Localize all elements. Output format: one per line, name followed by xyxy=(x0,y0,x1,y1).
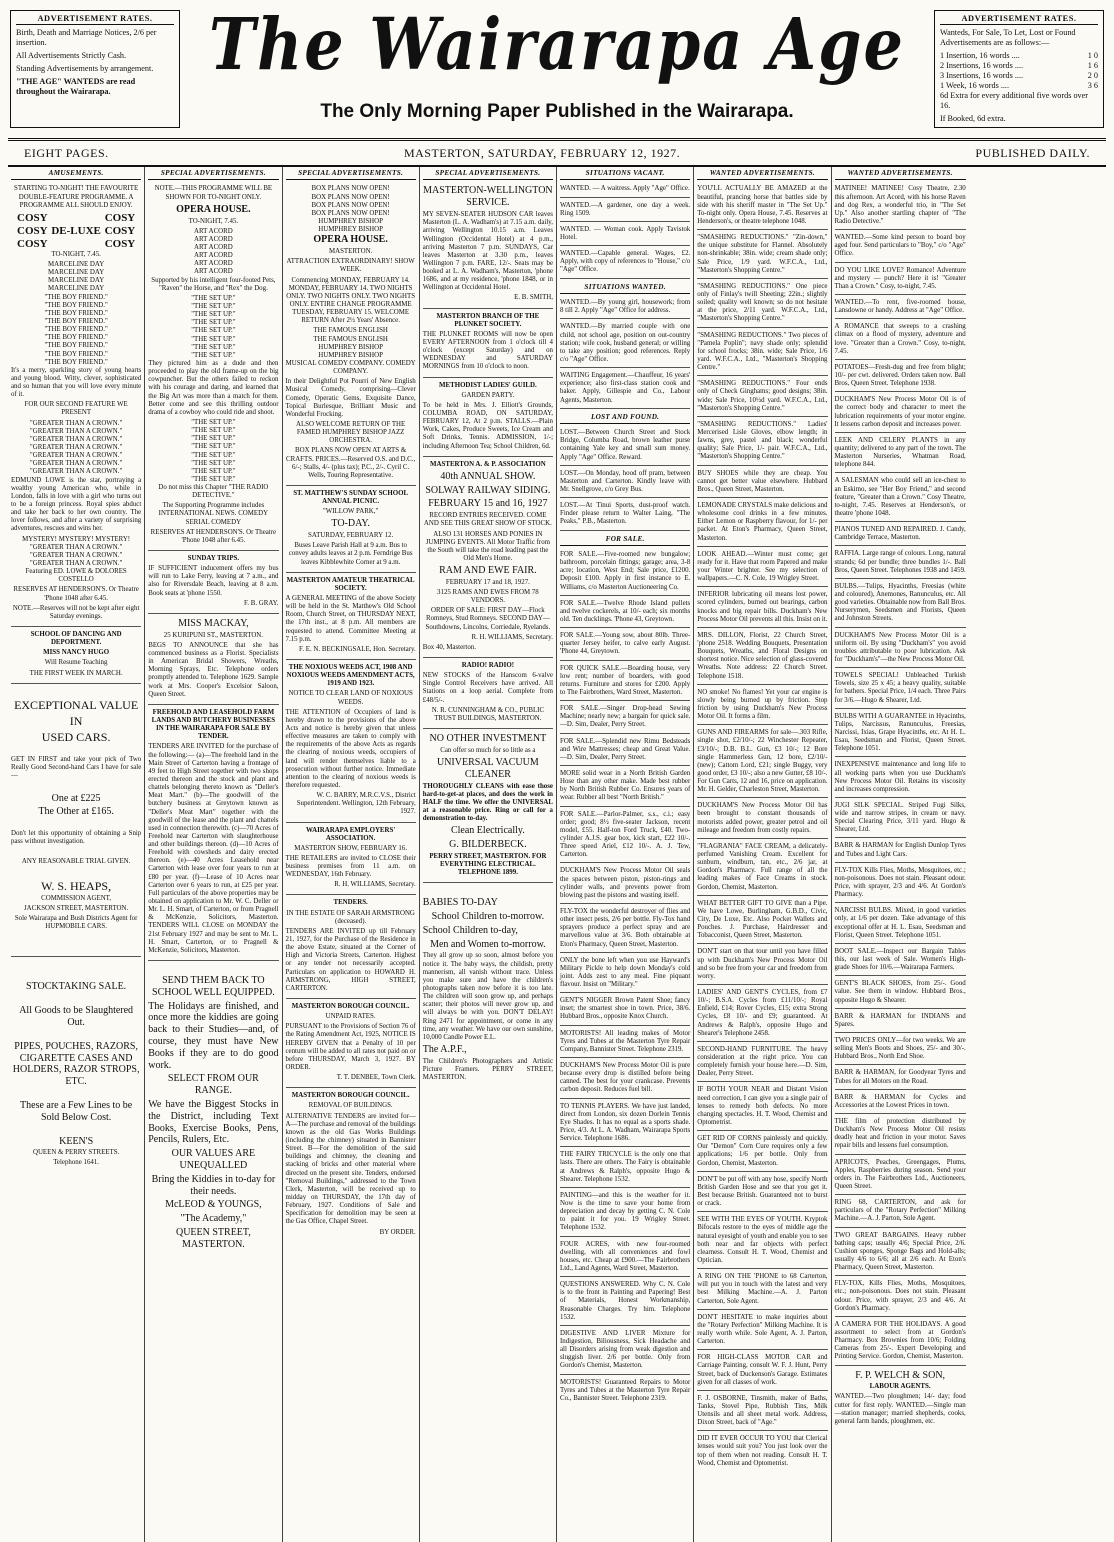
column-wanted-ads-2 xyxy=(832,167,969,1542)
classified-ad: BARR & HARMAN for English Dunlop Tyres and Tubes and Light Cars. xyxy=(835,840,966,862)
classified-ad: FOR SALE.—Five-roomed new bungalow; bathroom, porcelain fittings; garage; area, 3-8 acre; location, West End; Sale price, £1200. Deposit £100. Apply in first instance to E. Williams, c/o Masterton Auctioneering Co. xyxy=(560,549,690,596)
ad-text: JACKSON STREET, MASTERTON. xyxy=(24,904,129,912)
classified-ad: WANTED. — A waitress. Apply "Age" Office. xyxy=(560,183,690,197)
ad-plunket-society xyxy=(423,311,553,378)
ad-text: F. E. N. BECKINGSALE, Hon. Secretary. xyxy=(299,645,416,653)
ad-text: SOLWAY RAILWAY SIDING. xyxy=(425,484,551,496)
ad-text: N. R. CUNNINGHAM & CO., PUBLIC TRUST BUILDINGS, MASTERTON. xyxy=(431,706,545,722)
ad-text: Don't let this opportunity of obtaining a Snip pass without investigation. xyxy=(11,830,142,846)
classified-ad: DON'T be put off with any hose, specify North British Garden Hose and see that you get it. Best because British. Guaranteed not to burst or crack. xyxy=(697,1174,827,1213)
ad-garden-party xyxy=(423,380,553,457)
ad-heading: THE NOXIOUS WEEDS ACT, 1908 AND NOXIOUS WEEDS AMENDMENT ACTS, 1919 AND 1923. xyxy=(286,663,415,688)
ad-text: ALSO WELCOME RETURN OF THE FAMED HUMPHREY BISHOP JAZZ ORCHESTRA. xyxy=(296,420,406,445)
classified-ad: YOU'LL ACTUALLY BE AMAZED at the beautiful, prancing horse that battles side by side with his sheriff master in "The Set Up." To-night only. Opera House, 7.45. Reserves at Henderson's, or theatre telephone 1048. xyxy=(697,183,827,230)
rate-row: 2 Insertions, 16 words .... 1 6 xyxy=(940,61,1098,71)
classified-ad: NO smoke! No flames! Yet your car engine is slowly being burned up by friction. Stop friction by using Duckham's New Process Motor Oil. It forms a film. xyxy=(697,687,827,726)
classified-ad: ONLY the bone left when you use Hayward's Military Pickle to help down Monday's cold joint. Adds zest to any meal. Fine piquant flavour. Insist on "Military." xyxy=(560,955,690,994)
ad-text: PERRY STREET, MASTERTON. FOR EVERYTHING ELECTRICAL. TELEPHONE 1899. xyxy=(429,852,547,877)
classified-ad: TOWELS SPECIAL! Unbleached Turkish Towels, size 25 x 45; a heavy quality, suitable for bathers. Special Price, 1/4 each. Three Pairs for 3/6.—Hugo & Shearer, Ltd. xyxy=(835,670,966,709)
column-heading: WANTED ADVERTISEMENTS. xyxy=(697,167,827,180)
ad-heading: OPERA HOUSE. xyxy=(176,203,251,215)
ad-text: Commencing MONDAY, FEBRUARY 14. MONDAY, FEBRUARY 14. TWO NIGHTS ONLY. TWO NIGHTS ONLY. TWO NIGHTS ONLY. ENTIRE CHANGE PROGRAMME TUESDAY, FEBRUARY 15. WELCOME RETURN After 2½ Years' Absence. xyxy=(286,276,416,325)
classified-ad: BARR & HARMAN, for Goodyear Tyres and Tubes for all Motors on the Road. xyxy=(835,1067,966,1089)
ad-text: TENDERS ARE INVITED up till February 21, 1927, for the Purchase of the Residence in the above Estate, situated at the Corner of High and Victoria Streets, Carterton. Highest or any tender not necessarily accepted. Particulars on application to HOWARD H. ARMSTRONG, HIGH STREET, CARTERTON. xyxy=(285,927,416,992)
classified-ad: A CAMERA FOR THE HOLIDAYS. A good assortment to select from at Gordon's Pharmacy. Box Brownies from 10/6; Folding Cameras from 25/-. Expert Developing and Printing Service. Gordon, Chemist, Masterton. xyxy=(835,1319,966,1366)
classified-ad: A SALESMAN who could sell an ice-chest to an Eskimo, see "Her Boy Friend," and second feature, "Greater than a Crown." Cosy Theatre, to-night, 7.45. Reserves at Henderson's, or theatre 'phone 1048. xyxy=(835,475,966,522)
classified-ad: BULBS WITH A GUARANTEE in Hyacinths, Tulips, Narcissus, Ranunculus, Freesias, Narcissi, Ixias, Grape Hyacinths, etc. At H. L. Esau, Seedsman and Florist, Queen Street. Telephone 1051. xyxy=(835,711,966,758)
repeated-lines: MARCELINE DAY MARCELINE DAY MARCELINE DAY MARCELINE DAY "THE BOY FRIEND." "THE BOY FRIEND." "THE BOY FRIEND." "THE BOY FRIEND." "THE BOY FRIEND." "THE BOY FRIEND." "THE BOY FRIEND." "THE BOY FRIEND." "THE BOY FRIEND." xyxy=(44,260,108,366)
ad-heading: 40th ANNUAL SHOW. xyxy=(440,470,536,482)
classified-ad: WANTED. — Woman cook. Apply Tavistok Hotel. xyxy=(560,224,690,246)
classified-ad: LADIES' AND GENT'S CYCLES, from £7 10/-; B.S.A. Cycles from £11/10/-; Royal Enfield, £14; Rover Cycles, £15; extra Strong Cycles, £8 10/- and £9; guaranteed. At Andrews & Ralph's, opposite Hugo and Shearer's Telephone 2458. xyxy=(697,987,827,1042)
classified-ad: DUCKHAM'S New Process Motor Oil has been brought to constant thousands of motorists added power, greater petrol and oil mileage and freedom from costly repairs. xyxy=(697,800,827,839)
rates-line: Birth, Death and Marriage Notices, 2/6 per insertion. xyxy=(16,28,157,48)
ad-heading: MASTERTON A. & P. ASSOCIATION xyxy=(430,460,546,468)
ad-heading: METHODIST LADIES' GUILD. xyxy=(439,381,537,389)
ad-heading: SUNDAY TRIPS. xyxy=(187,555,240,563)
classified-ad: FOR SALE.—Singer Drop-head Sewing Machine; nearly new; a bargain for quick sale.—D. Sim, Dealer, Perry Street. xyxy=(560,703,690,733)
classified-ad: GUNS AND FIREARMS for sale—.303 Rifle, single shot, £2/10/-; 22 Winchester Repeater, £3/10/-; D.B. B.L. Gun, £3 10/-; 12 Bore single Hammerless Gun, 12 bore, £2/10/- (new); Cattom Lord, £21; single Buggy, very good order, £3 10/-; also a new Gutter, £8 10/-. For Gun Carts, 12 and 16, price on application. Mr. H. Gelder, Charleston Street, Masterton. xyxy=(697,727,827,798)
ad-vacuum-cleaner xyxy=(423,731,553,883)
ad-text: BOX PLANS NOW OPEN AT ARTS & CRAFTS. PRICES.—Reserved O.S. and D.C., 6/-; Stalls, 4/- (plus tax); P.C., 2/-. Cyril C. Wells, Touring Representative. xyxy=(286,447,416,479)
ad-heading: USED CARS. xyxy=(41,730,111,745)
ad-text: E. B. SMITH, xyxy=(514,294,553,302)
ad-text: IF SUFFICIENT inducement offers my bus will run to Lake Ferry, leaving at 7 a.m., and also for Riversdale Beach, leaving at 8 a.m. Book seats at 'phone 1550. xyxy=(148,565,279,597)
ad-heading: F. P. WELCH & SON, xyxy=(855,1369,946,1381)
classified-ad: DUCKHAM'S New Process Motor Oil is of the correct body and character to meet the lubrication requirements of your motor engine. It lessens carbon deposit and increases power. xyxy=(835,394,966,433)
ad-text: Do not miss this Chapter "THE RADIO DETECTIVE." xyxy=(158,484,269,500)
ad-text: MASTERTON SHOW, FEBRUARY 16. xyxy=(294,844,408,852)
classified-ad: DUCKHAM'S New Process Motor Oil seals the spaces between piston, piston-rings and cylinder walls, and prevents power from blowing past the pistons and wasting itself. xyxy=(560,865,690,904)
ad-heading: WAIRARAPA EMPLOYERS' ASSOCIATION. xyxy=(305,826,396,842)
ad-employers-association xyxy=(286,825,416,896)
classified-ad: APRICOTS, Peaches, Greengages, Plums, Apples, Raspberries during season. Send your orders in. The Fairbrothers Ltd., Auctioneers, Queen Street. xyxy=(835,1157,966,1196)
ad-text: We have the Biggest Stocks in the District, including Text Books, Exercise Books, Pens, Pencils, Rulers, Etc. xyxy=(148,1099,279,1146)
cosy-logo: COSY DE-LUXE COSY xyxy=(17,224,136,237)
columns xyxy=(8,167,1106,1542)
ad-school-books xyxy=(148,963,278,1256)
ad-text: RESERVES AT HENDERSON'S. Or Theatre 'Phone 1048 after 6.45. xyxy=(150,528,277,544)
rates-box-right xyxy=(934,10,1104,128)
rates-line: "THE AGE" WANTEDS are read throughout the Wairarapa. xyxy=(16,77,136,97)
ad-heading: SCHOOL OF DANCING AND DEPORTMENT. xyxy=(30,631,122,647)
page-count: EIGHT PAGES. xyxy=(24,146,109,160)
ad-heading: OUR VALUES ARE UNEQUALLED xyxy=(171,1148,256,1171)
ad-heading: KEEN'S xyxy=(59,1135,94,1147)
ad-noxious-weeds xyxy=(286,662,416,823)
ad-text: FEBRUARY 17 and 18, 1927. xyxy=(445,578,530,586)
cosy-logo: COSY COSY xyxy=(17,237,136,250)
classified-ad: MOTORISTS! All leading makes of Motor Tyres and Tubes at the Masterton Tyre Repair Company, Bannister Street. Telephone 2319. xyxy=(560,1028,690,1058)
ad-text: Buses Leave Parish Hall at 9 a.m. Bus to convey adults leaves at 2 p.m. Ferndrige Bus leaves Kibblewhite Corner at 9 a.m. xyxy=(288,542,413,566)
rates-extra: 6d Extra for every additional five words over 16. xyxy=(940,91,1089,111)
ad-humphrey-bishop xyxy=(286,183,416,485)
ad-unpaid-rates xyxy=(286,1001,416,1088)
ad-text: RECORD ENTRIES RECEIVED. COME AND SEE THIS GREAT SHOW OF STOCK. xyxy=(423,512,552,528)
ad-heading: MASTERTON BOROUGH COUNCIL. xyxy=(291,1092,410,1100)
ad-text: These are a Few Lines to be Sold Below Cost. xyxy=(20,1099,133,1123)
ad-text: PIPES, POUCHES, RAZORS, CIGARETTE CASES AND HOLDERS, RAZOR STROPS, ETC. xyxy=(12,1040,140,1088)
ad-text: THOROUGHLY CLEANS with ease those hard-to-get-at places, and does the work in HALF the time. We offer the UNIVERSAL at a reasonable price. Ring or call for a demonstration to-day. xyxy=(422,782,553,823)
classified-ad: BARR & HARMAN for INDIANS and Spares. xyxy=(835,1011,966,1033)
classified-ad: SECOND-HAND FURNITURE. The heavy consideration at the right price. You can completely furnish your house here.—D. Sim, Dealer, Perry Street. xyxy=(697,1044,827,1083)
ad-text: To be held in Mrs. J. Elliott's Grounds, COLUMBA ROAD, ON SATURDAY, FEBRUARY 12, At 2 p.m. STALLS.—Plain Work, Cakes, Produce Sweets, Ice Cream and Soft Drinks, Tennis. ADMISSION, 1/-; including Afternoon Tea; School Children, 6d. xyxy=(422,401,553,450)
ad-text: EDMUND LOWE is the star, portraying a wealthy young American who, while in London, falls in love with a girl who turns out to be a foreign princess. Royal spies abduct and take her back to her own country. The lover follows, and after a variety of surprising adventures, rescues and wins her. xyxy=(11,476,142,533)
ad-text: IN THE ESTATE OF SARAH ARMSTRONG (deceased). xyxy=(286,909,415,925)
ad-ap-show xyxy=(423,459,553,658)
ad-text: In their Delightful Pot Pourri of New English Musical Comedy, comprising—Clever Comedy, Operatic Gems, Exquisite Dance, Topical Burlesque, Brilliant Music and Wonderful Frocking. xyxy=(285,378,416,418)
dateline xyxy=(8,141,1106,167)
ad-text: They pictured him as a dude and then proceeded to play the old frame-up on the big cowpuncher. But the others failed to reckon with his courage and daring, and learned that the Big Art was more than a match for them. Better come and see this thrilling outdoor drama of a cowboy who could ride and shoot. xyxy=(148,359,279,416)
ad-florist xyxy=(148,616,278,705)
column-amusements xyxy=(8,167,145,1542)
ad-text: TO-DAY. xyxy=(331,518,370,530)
classified-ad: MRS. DILLON, Florist, 22 Church Street, 'phone 2518. Wedding Bouquets, Presentation Bouquets, Wreaths, and Floral Designs on shortest notice. Nice selection of glass-covered Wreaths. Note address: 22 Church Street. Telephone 1518. xyxy=(697,630,827,685)
classified-ad: A ROMANCE that sweeps to a crashing climax on a flood of mystery, adventure and love. "Greater than a Crown." Cosy, to-night, 7.45. xyxy=(835,321,966,360)
classified-ad: GENT'S NIGGER Brown Patent Shoe; fancy inset; the smartest shoe in town. Price, 38/6. Hubbard Bros., opposite Knox Church. xyxy=(560,995,690,1025)
classified-ad: "SMASHING REDUCTIONS." "Zin-down," the unique substitute for Flannel. Absolutely non-shrinkable; 38in. wide; cream shade only; Sale Price, 1/9 yard. W.F.C.A., Ltd., "Masterton's Shopping Centre." xyxy=(697,232,827,279)
column-special-ads-1 xyxy=(145,167,282,1542)
ad-tenders-estate xyxy=(286,897,416,999)
classified-ad: BARR & HARMAN for Cycles and Accessories at the Lowest Prices in town. xyxy=(835,1092,966,1114)
classified-ad: LEMONADE CRYSTALS make delicious and wholesome cool drinks in a few minutes. Either Lemon or Raspberry flavour, for 1/- per packet. At Eton's Pharmacy, Queen Street, Masterton. xyxy=(697,500,827,547)
ad-text: ALSO 131 HORSES AND PONIES IN JUMPING EVENTS. All Motor Traffic from the South will take the road leading past the Old Men's Home. xyxy=(425,530,551,562)
classified-ad: BOOT SALE.—Inspect our Bargain Tables this, our last week of Sale. Women's High-grade Shoes for 10/6.—Wairarapa Farmers. xyxy=(835,946,966,976)
classified-ad: BULBS.—Tulips, Hyacinths, Freesias (white and coloured), Anemones, Ranunculus, etc. All good varieties. Obtainable now from Ball Bros. Nurserymen, Seedsmen and Florists, Queen and Johnston Streets. xyxy=(835,581,966,628)
classified-ad: POTATOES—Fresh-dug and free from blight; 10/- per cwt. delivered. Orders taken now. Ball Bros, Queen Street. Telephone 1938. xyxy=(835,362,966,392)
ad-text: MISS NANCY HUGO xyxy=(43,649,110,657)
classified-ad: LOST.—At Tinui Sports, dust-proof watch. Finder please return to Walter Laing, "The Peaks," P.B., Masterton. xyxy=(560,500,690,530)
rate-row: 1 Week, 16 words .... 3 6 xyxy=(940,81,1098,91)
rates-box-left xyxy=(10,10,180,128)
classified-ad: WANTED.—By married couple with one child, not school age, position on out-country station; wife cook, husband general; or willing to take any position; good references. Reply c/o "Age" Office. xyxy=(560,321,690,368)
ad-text: THE ATTENTION of Occupiers of land is hereby drawn to the provisions of the above Acts and notice is hereby given that unless effective measures are taken to comply with the requirements of the above Acts as regards the clearing of noxious weeds, occupiers of land will render themselves liable to a prosecution without further notice. Immediate attention to the clearing of noxious weeds is therefore requested. xyxy=(285,708,416,789)
classified-ad: WANTED.—To rent, five-roomed house, Lansdowne or handy. Address at "Age" Office. xyxy=(835,297,966,319)
ad-heading: SELECT FROM OUR RANGE. xyxy=(167,1073,259,1097)
classified-ad: FOR SALE.—Twelve Rhode Island pullets and twelve cockerels, at 10/- each; six months old. Ten ducklings. 'Phone 43, Greytown. xyxy=(560,598,690,628)
classified-ad: TWO PRICES ONLY—for two weeks. We are selling Men's Boots and Shoes, 25/- and 30/-. Hubbard Bros., North End Shoe. xyxy=(835,1035,966,1065)
classified-ad: IF BOTH YOUR NEAR and Distant Vision need correction, I can give you a single pair of lenses to remedy both defects. No more changing spectacles. H. T. Wood, Chemist and Optometrist. xyxy=(697,1084,827,1131)
ad-text: "The Academy," xyxy=(180,1213,247,1225)
ad-heading: ST. MATTHEW'S SUNDAY SCHOOL ANNUAL PICNIC. xyxy=(293,489,409,506)
ad-heading: RAM AND EWE FAIR. xyxy=(439,565,537,577)
ad-text: Sole Wairarapa and Bush Districts Agent for HUPMOBILE CARS. xyxy=(14,915,138,931)
classified-ad: DIGESTIVE AND LIVER Mixture for Indigestion, Biliousness, Sick Headache and all Disorders arising from weak digestion and sluggish liver. 2/6 per bottle. Only from Gordon's Chemist, Masterton. xyxy=(560,1328,690,1375)
ad-text: They all grow up so soon, almost before you notice it. The baby ways, the childish, pretty mannerism, all vanish without trace. Unless you make sure and have the children's photographs taken now before it is too late. The children will soon grow up, and perhaps scatter; their photos will never grow up, and will always be with you. DON'T DELAY! Ring 2471 for appointment, or come in any time, any weather. We have our own sunshine, 10,000 Candle Power E.L. xyxy=(422,952,553,1041)
classified-ad: A RING ON THE 'PHONE to 68 Carterton, will put you in touch with the latest and very best Milking Machine.—A. J. Parton Carterton, Sole Agent. xyxy=(697,1271,827,1310)
section-heading: FOR SALE. xyxy=(560,533,690,546)
classified-ad: FOR HIGH-CLASS MOTOR CAR and Carriage Painting, consult W. F. J. Hunt, Perry Street, back of Duckenson's Garage. Estimates given for all classes of work. xyxy=(697,1352,827,1391)
ad-heading: MASTERTON AMATEUR THEATRICAL SOCIETY. xyxy=(286,576,415,592)
classified-ad: DON'T HESITATE to make inquiries about the "Rotary Perfection" Milking Machine. It is really worth while. Sole Agent, A. J. Parton, Carterton. xyxy=(697,1312,827,1351)
repeated-lines: "GREATER THAN A CROWN." "GREATER THAN A CROWN." "GREATER THAN A CROWN." "GREATER THAN A CROWN." "GREATER THAN A CROWN." "GREATER THAN A CROWN." "GREATER THAN A CROWN." xyxy=(29,419,123,476)
ad-text: The Other at £165. xyxy=(38,806,114,818)
column-heading: SPECIAL ADVERTISEMENTS. xyxy=(423,167,553,180)
classified-ad: THE FAIRY TRICYCLE is the only one that lasts. There are others. The Fairy is obtainable at Andrews & Ralph's, opposite Hugo & Shearer. Telephone 1532. xyxy=(560,1149,690,1188)
column-wanted-ads-1 xyxy=(694,167,831,1542)
ad-text: 25 KURIPUNI ST., MASTERTON. xyxy=(163,631,263,639)
classified-ad: "SMASHING REDUCTIONS." Ladies' Mercerised Lisle Gloves, elbow length; in fawns, grey, pastel and black; wonderful quality; Sale Price, 1/- pair. W.F.C.A., Ltd., "Masterton's Shopping Centre." xyxy=(697,419,827,466)
ad-text: TO-NIGHT, 7.45. xyxy=(188,217,239,225)
column-heading: AMUSEMENTS. xyxy=(11,167,141,180)
ad-text: W. C. BARRY, M.R.C.V.S., District Superintendent. Wellington, 12th February, 1927. xyxy=(296,792,416,816)
ad-heading: OPERA HOUSE. xyxy=(313,234,388,246)
ad-heading: MISS MACKAY, xyxy=(178,617,249,629)
classified-ad: JUGI SILK SPECIAL. Striped Fugi Silks, wide and narrow stripes, in cream or navy. Special Clearing Price, 3/11 yard. Hugo & Shearer, Ltd. xyxy=(835,800,966,839)
ad-text: Box 40, Masterton. xyxy=(422,643,476,651)
section-heading: SITUATIONS WANTED. xyxy=(560,281,690,294)
rates-line: Standing Advertisements by arrangement. xyxy=(16,64,154,74)
repeated-lines: "THE SET UP." "THE SET UP." "THE SET UP." "THE SET UP." "THE SET UP." "THE SET UP." "THE SET UP." "THE SET UP." xyxy=(191,418,236,483)
classified-ad: RING 68, CARTERTON, and ask for particulars of the "Rotary Perfection" Milking Machine.—A. J. Parton, Sole Agent. xyxy=(835,1197,966,1227)
classified-ad: FLY-TOX the wonderful destroyer of flies and other insect pests, 2/6 per bottle. Fly-Tox hand sprayers produce a perfect spray and are marvellous value at 3/6. Both obtainable at Eton's Pharmacy, Queen Street, Masterton. xyxy=(560,906,690,953)
ad-text: One at £225 xyxy=(51,792,101,804)
ad-text: THE RETAILERS are invited to CLOSE their business premises from 11 a.m. on WEDNESDAY, 16th February. xyxy=(285,854,416,879)
ad-stocktaking xyxy=(11,959,141,1172)
classified-ad: WANTED.—Some kind person to board boy aged four. Send particulars to "Boy," c/o "Age" Office. xyxy=(835,232,966,262)
column-heading: SITUATIONS VACANT. xyxy=(560,167,690,180)
ad-text: ALTERNATIVE TENDERS are invited for— A—The purchase and removal of the buildings known as the old Gas Works Buildings (including the chimney) situated in Bannister Street. B—For the demolition of the said buildings and chimney, the cleaning and stacking of bricks and other material where directed on the present site. Tenders, endorsed "Removal Buildings," addressed to the Town Clerk, Masterton, will be received up to midday on THURSDAY, the 17th day of February, 1927. Conditions of Sale and Specification for demolition may be seen at the Gas Office, Chapel Street. xyxy=(285,1112,416,1226)
column-situations xyxy=(557,167,694,1542)
ad-text: NEW STOCKS of the Hanscom 6-valve Single Control Receivers have arrived. All Stations on a loop aerial. Complete from £48/5/-. xyxy=(422,672,553,704)
ad-text: School Children to-morrow. xyxy=(431,911,545,923)
classified-ad: RAFFIA. Large range of colours. Long, natural strands; 6d per bundle; three bundles 1/-. Ball Bros, Queen Street. Telephones 1938 and 1459. xyxy=(835,548,966,578)
ad-cosy-theatre xyxy=(11,183,141,627)
classified-ad: THE film of protection distributed by Duckham's New Process Motor Oil resists deadly heat and friction in your motor. Saves repair bills and lessens fuel consumption. xyxy=(835,1116,966,1155)
ad-used-cars xyxy=(11,686,141,958)
ad-text: COMMISSION AGENT, xyxy=(41,894,112,902)
classified-ad: DUCKHAM'S New Process Motor Oil is a uniform oil. By using "Duckham's" you avoid troubles attributable to poor lubrication. Ask for "Duckham's"—the New Process Motor Oil. xyxy=(835,630,966,669)
classified-ad: PIANOS TUNED AND REPAIRED. J. Candy, Cambridge Terrace, Masterton. xyxy=(835,524,966,546)
ad-text: FOR OUR SECOND FEATURE WE PRESENT xyxy=(24,401,128,417)
newspaper-subtitle: The Only Morning Paper Published in the Wairarapa. xyxy=(320,101,794,122)
ad-heading: MASTERTON BOROUGH COUNCIL. xyxy=(291,1003,410,1011)
column-heading: SPECIAL ADVERTISEMENTS. xyxy=(286,167,416,180)
classified-ad: BUY SHOES while they are cheap. You cannot get better value elsewhere. Hubbard Bros., Queen Street, Masterton. xyxy=(697,468,827,498)
ad-text: UNPAID RATES. xyxy=(325,1013,376,1021)
ad-text: ATTRACTION EXTRAORDINARY! SHOW WEEK. xyxy=(286,258,415,274)
classified-ad: F. J. OSBORNE, Tinsmith, maker of Baths, Tanks, Stovel Pipe, Rubbish Tins, Milk Utensils and all sheet metal work. Address, Dixon Street, back of "Age." xyxy=(697,1393,827,1432)
ad-text: GET IN FIRST and take your pick of Two Really Good Second-hand Cars I have for sale— xyxy=(11,756,142,780)
ad-text: The Supporting Programme includes INTERNATIONAL NEWS. COMEDY SERIAL COMEDY xyxy=(158,502,269,526)
classified-ad: WAITING Engagement.—Chauffeur, 16 years' experience; also first-class station cook and baker. Apply, Gillespie and Co., Labour Agents, Masterton. xyxy=(560,370,690,409)
ad-heading: STOCKTAKING SALE. xyxy=(26,981,127,993)
repeated-lines: MYSTERY! MYSTERY! MYSTERY! "GREATER THAN A CROWN." "GREATER THAN A CROWN." "GREATER THAN A CROWN." xyxy=(22,535,131,568)
classified-ad: WANTED.—Capable general. Wages, £2. Apply, with copy of references to "House," c/o "Age" Office. xyxy=(560,248,690,278)
classified-ad: FOUR ACRES, with new four-roomed dwelling, with all conveniences and fowl houses, etc. Cheap at £900.—The Fairbrothers Ltd., Land Agents, Ward Street, Masterton. xyxy=(560,1239,690,1278)
ad-text: R. H. WILLIAMS, Secretary. xyxy=(334,881,416,889)
ad-text: STARTING TO-NIGHT! THE FAVOURITE DOUBLE-FEATURE PROGRAMME. A PROGRAMME ALL SHOULD ENJOY. xyxy=(14,185,139,209)
classified-ad: FOR SALE.—Parlor-Palmer, s.s., c.i.; easy order; good; 8½ five-seater Jackson, recent model, £55. Half-ton Ford Truck, £40. Two-cylinder A.J.S. gear box, kick start, £22 10/-. Three speed Ariel, £12 10/-. A. J. Tew, Carterton. xyxy=(560,809,690,864)
rates-table xyxy=(940,51,1098,91)
classified-ad: "FLAGRANIA" FACE CREAM, a delicately-perfumed Vanishing Cream. Excellent for sunburn, windburn, tan, etc., 2/6 jar, at Gordon's Pharmacy. Full range of all the leading makes of Face Creams in stock. Gordon, Chemist, Masterton. xyxy=(697,841,827,896)
ad-text: T. T. DENBEE, Town Clerk. xyxy=(336,1074,416,1082)
ad-text: Telephone 1641. xyxy=(53,1159,100,1167)
ad-text: REMOVAL OF BUILDINGS. xyxy=(308,1102,393,1110)
ad-text: BEGS TO ANNOUNCE that she has commenced business as a Florist. Specialists in American Bridal Showers, Wreaths, Morning Sprays, Etc. Telephone orders promptly attended to. Telephone 1629. Sample work at Mrs. Cooper's Excelsior Saloon, Queen Street. xyxy=(148,641,279,698)
ad-text: PURSUANT to the Provisions of Section 76 of the Rating Amendment Act, 1925, NOTICE IS HEREBY GIVEN that a Penalty of 10 per centum will be added to all rates not paid on or before THURSDAY, March 3, 1927. BY ORDER. xyxy=(285,1023,416,1072)
ad-text: NOTE.—Reserves will not be kept after eight Saturday evenings. xyxy=(12,604,140,620)
ad-wellington-service xyxy=(423,183,553,308)
issue-date: MASTERTON, SATURDAY, FEBRUARY 12, 1927. xyxy=(403,146,681,160)
rates-heading: ADVERTISEMENT RATES. xyxy=(16,14,174,25)
ad-text: All Goods to be Slaughtered Out. xyxy=(19,1005,134,1028)
classified-ad: FLY-TOX, Kills Flies, Moths, Mosquitoes, etc.; non-poisonous. Does not stain. Pleasant odour. Price, with sprayer, 2/3 and 4/6. At Gordon's Pharmacy. xyxy=(835,1278,966,1317)
ad-text: It's a merry, sparkling story of young hearts and young blood. Witty, clever, sophisticated and so human that you will love every minute of it. xyxy=(11,366,142,399)
ad-heading: FREEHOLD AND LEASEHOLD FARM LANDS AND BUTCHERY BUSINESSES IN THE WAIRARAPA FOR SALE BY TENDER. xyxy=(151,708,276,741)
classified-ad: WHAT BETTER GIFT TO GIVE than a Pipe. We have Lowe, Burlingham, G.B.D., Civic, City, De Luxe, Etc. Also Pocket Wallets and Pouches. J. Purchase, Hairdresser and Tobacconist, Queen Street, Masterton. xyxy=(697,898,827,945)
ad-heading: G. BILDERBECK. xyxy=(449,839,527,851)
repeated-lines: BOX PLANS NOW OPEN! BOX PLANS NOW OPEN! BOX PLANS NOW OPEN! BOX PLANS NOW OPEN! HUMPHREY BISHOP HUMPHREY BISHOP xyxy=(311,185,390,234)
classified-ad: LOST.—Between Church Street and Stock Bridge, Columba Road, brown leather purse containing Yale key and small sum money. Apply "Age" Office. Reward. xyxy=(560,427,690,466)
classified-ad: TO TENNIS PLAYERS. We have just landed, direct from London, six dozen Dorlein Tennis Eye Shades. It has no equal as a sports shade. Price, 4/3. At L. A. Wadham, Wairarapa Sports Service. Telephone 1686. xyxy=(560,1101,690,1148)
ad-heading: The A.P.F., xyxy=(422,1044,467,1055)
classified-ad: SEE WITH THE EYES OF YOUTH. Kryptok Bifocals restore to the eyes of middle age the natural eyesight of youth and enable you to see both near and far objects with perfect clearness. Consult H. T. Wood, Chemist and Optician. xyxy=(697,1214,827,1269)
classified-ad: INFERIOR lubricating oil means lost power, scored cylinders, burned out bearings, carbon knocks and big repair bills. Duckham's New Process Motor Oil prevents all this. Insist on it. xyxy=(697,589,827,628)
ad-photographers xyxy=(423,885,553,1087)
ad-theatrical-society xyxy=(286,575,416,660)
ad-text: WANTED.—Two ploughmen; 14/- day; food cutter for first reply. WANTED.—Single man—station manager; married shepherds, cooks, general farm hands, ploughmen, etc. xyxy=(834,1393,966,1425)
rates-intro: Wanteds, For Sale, To Let, Lost or Found Advertisements are as follows:— xyxy=(940,28,1076,48)
ad-text: NOTE.—THIS PROGRAMME WILL BE SHOWN FOR TO-NIGHT ONLY. xyxy=(154,185,273,201)
classified-ad: LEEK AND CELERY PLANTS in any quantity; delivered to any part of the town. The Masterton Nurseries, Whatman Road, telephone 844. xyxy=(835,435,966,474)
ad-text: NOTICE TO CLEAR LAND OF NOXIOUS WEEDS. xyxy=(288,690,413,706)
ad-text: School Children to-day, xyxy=(422,924,518,936)
ad-text: QUEEN & PERRY STREETS. xyxy=(32,1149,120,1157)
column-heading: SPECIAL ADVERTISEMENTS. xyxy=(148,167,278,180)
ad-text: TENDERS ARE INVITED for the purchase of the following:— (a)—The freehold land in the Main Street of Carterton having a frontage of 49 feet to High Street together with two shops erected thereon and the stock and plant and chattels belonging thereto known as "Deller's Meat Mart." (b)—The goodwill of the butchery business at Greytown known as "Deller's Meat Mart" together with the goodwill of the lease and the plant and chattels used in connection therewith. (c)—70 Acres of Freehold near Carterton with slaughterhouse and other buildings thereon. (d)—10 Acres of Freehold with cowsheds and dairy erected thereon. (e)—40 Acres Leasehold near Carterton with lease over four years to run at £80 per year. (f)—Lease of 10 Acres near Carterton over 6 years to run, at £25 per year. Full particulars of the above properties may be obtained on application to Mr. W. C. Deller or Mr. L. H. Smart, of Carterton, or from Pragnell & McKenzie, Solicitors, Masterton. TENDERS WILL CLOSE on MONDAY the 21st February 1927 and may be sent to Mr. L. H. Smart, Carterton, or to Pragnell & McKenzie, Solicitors, Masterton. xyxy=(148,743,279,954)
ad-opera-house-set-up xyxy=(148,183,278,551)
ad-text: LABOUR AGENTS. xyxy=(869,1383,931,1391)
classified-ad: DO YOU LIKE LOVE? Romance! Adventure and mystery — punch? Here it is! "Greater Than a Crown." Cosy, to-night, 7.45. xyxy=(835,265,966,295)
classified-ad: MATINEE! MATINEE! Cosy Theatre, 2.30 this afternoon. Art Acord, with his horse Raven and dog Rex, a wonderful trio, in "The Set Up." Also another startling chapter of "The Radio Detective." xyxy=(835,183,966,230)
classified-ad: "SMASHING REDUCTIONS." One piece only of Finlay's twill Sheeting; 22in.; slightly soiled; quality well known; so do not hesitate at the price, 2/11 yard. W.F.C.A., Ltd., "Masterton's Shopping Centre." xyxy=(697,281,827,328)
ad-heading: EXCEPTIONAL VALUE xyxy=(14,697,139,712)
column-special-ads-2 xyxy=(283,167,420,1542)
publication-frequency: PUBLISHED DAILY. xyxy=(975,146,1090,160)
classified-ad: "SMASHING REDUCTIONS." Four ends only of Check Ginghams; good designs; 38in. wide; Sale Price, 10½d yard. W.F.C.A., Ltd., "Masterton's Shopping Centre." xyxy=(697,378,827,417)
ad-text: MASTERTON. xyxy=(328,248,373,256)
classified-ad: GENT'S BLACK SHOES, from 25/-. Good value. See them in window. Hubbard Bros., opposite Hugo & Shearer. xyxy=(835,978,966,1008)
ad-heading: UNIVERSAL VACUUM CLEANER xyxy=(436,756,539,780)
ad-heading: MASTERTON-WELLINGTON SERVICE. xyxy=(423,185,553,209)
ad-text: TO-NIGHT, 7.45. xyxy=(51,250,101,258)
ad-text: RESERVES AT HENDERSON'S. Or Theatre 'Phone 1048 after 6.45. xyxy=(13,586,139,602)
ad-text: BY ORDER. xyxy=(379,1228,416,1236)
column-special-ads-3 xyxy=(420,167,557,1542)
ad-text: MY SEVEN-SEATER HUDSON CAR leaves Masterton (L. A. Wadham's) at 7.15 a.m. daily, arriving Wellington 10.15 a.m. Leaves Wellington (Occidental Hotel) at 4 p.m., arriving Masterton 7 p.m. SUNDAYS, Car leaves Masterton at 3.30 p.m., leaves Wellington 7 p.m. FARE, 12/-. Seats may be booked at L. A. Wadham's, Masterton, 'phone 1686, and at my residence, 'phone 1848, or in Wellington at Occidental Hotel. xyxy=(422,211,553,292)
classified-ad: GET RID OF CORNS painlessly and quickly. Our "Demon" Corn Cure requires only a few applications; 1/6 per bottle. Only from Gordon, Chemist, Masterton. xyxy=(697,1133,827,1172)
repeated-lines: ART ACORD ART ACORD ART ACORD ART ACORD ART ACORD ART ACORD xyxy=(194,227,233,276)
ad-labour-agents xyxy=(835,1368,966,1432)
ad-text: Bring the Kiddies in to-day for their needs. xyxy=(151,1173,276,1197)
ad-text: The Holidays are finished, and once more the kiddies are going back to their Studies—and, of course, they must have New Books if they are to do good work. xyxy=(148,1000,279,1071)
ad-text: ANY REASONABLE TRIAL GIVEN. xyxy=(21,858,131,866)
cosy-logo: COSY COSY xyxy=(17,211,136,224)
classified-ad: FLY-TOX Kills Flies, Moths, Mosquitoes, etc.; non-poisonous. Does not stain. Pleasant odour. Price, with sprayer, 2/3 and 4/6. At Gordon's Pharmacy. xyxy=(835,865,966,904)
ad-text: THE FIRST WEEK IN MARCH. xyxy=(29,669,123,677)
classified-ad: TWO GREAT BARGAINS. Heavy rubber bathing caps; usually 4/6; Special Price, 2/6. Cushion sponges, Sponge Bags and Hold-alls; usually 4/6 to 6/6; all at 2/6 each. At Eton's Pharmacy, Queen Street, Masterton. xyxy=(835,1230,966,1277)
classified-ad: FOR SALE.—Young sow, about 80lb. Three-quarter Jersey heifer, to calve early August. 'Phone 44, Greytown. xyxy=(560,630,690,660)
ad-heading: SEND THEM BACK TO SCHOOL WELL EQUIPPED. xyxy=(152,975,275,998)
ad-heading: McLEOD & YOUNGS, xyxy=(165,1199,262,1211)
newspaper-title: The Wairarapa Age xyxy=(209,2,905,87)
classified-ad: WANTED.—By young girl, housework; from 8 till 2. Apply "Age" Office for address. xyxy=(560,297,690,319)
rates-booked: If Booked, 6d extra. xyxy=(940,114,1006,124)
ad-heading: RADIO! RADIO! xyxy=(461,662,514,670)
ad-text: Will Resume Teaching xyxy=(44,659,108,667)
ad-heading: TENDERS. xyxy=(333,899,368,907)
ad-text: SATURDAY, FEBRUARY 12. xyxy=(308,532,394,540)
classified-ad: DUCKHAM'S New Process Motor Oil is pure because every drop is distilled before being canned. The best for your crankcase. Prevents carbon deposit. Reduces fuel bill. xyxy=(560,1060,690,1099)
rate-row: 3 Insertions, 16 words .... 2 0 xyxy=(940,71,1098,81)
classified-ad: INEXPENSIVE maintenance and long life to all working parts when you use Duckham's New Process Motor Oil. Retains its viscosity and increases compression. xyxy=(835,759,966,798)
ad-text: Men and Women to-morrow. xyxy=(430,938,546,950)
ad-heading: IN xyxy=(69,713,83,728)
column-heading: WANTED ADVERTISEMENTS. xyxy=(835,167,966,180)
ad-sunday-school-picnic xyxy=(286,488,416,573)
classified-ad: NARCISSI BULBS. Mixed, in good varieties only, at 1/6 per dozen. Take advantage of this exceptional offer at H. L. Esau, Seedsman and Florist, Queen Street. Telephone 1051. xyxy=(835,905,966,944)
ad-text: Clean Electrically. xyxy=(450,825,525,837)
ad-text: Supported by his intelligent four-footed Pets, "Raven" the Horse, and "Rex" the Dog. xyxy=(151,276,276,292)
ad-text: R. H. WILLIAMS, Secretary. xyxy=(471,633,553,641)
ad-text: 3125 RAMS AND EWES FROM 78 VENDORS. xyxy=(437,589,539,605)
classified-ad: MOTORISTS! Guaranteed Repairs to Motor Tyres and Tubes at the Masterton Tyre Repair Co., Bannister Street. Telephone 2319. xyxy=(560,1378,691,1402)
ad-text: QUEEN STREET, MASTERTON. xyxy=(175,1226,251,1250)
classified-ad: "SMASHING REDUCTIONS." Two pieces of "Pamela Poplin"; navy shade only; splendid for school frocks; 38in. wide; Sale Price, 1/6 yard. W.F.C.A., Ltd., "Masterton's Shopping Centre." xyxy=(697,330,827,377)
ad-farm-lands-tender xyxy=(148,707,278,961)
ad-heading: MASTERTON BRANCH OF THE PLUNKET SOCIETY. xyxy=(436,312,540,328)
ad-text: GARDEN PARTY. xyxy=(461,391,515,399)
rate-row: 1 Insertion, 16 words .... 1 0 xyxy=(940,51,1098,61)
ad-text: MUSICAL COMEDY COMPANY. COMEDY COMPANY. xyxy=(285,359,416,376)
masthead xyxy=(8,4,1106,141)
classified-ad: FOR SALE.—Splendid new Rimu Bedsteads and Wire Mattresses; cheap and Great Value.—D. Sim, Dealer, Perry Street. xyxy=(560,736,690,766)
ad-heading: W. S. HEAPS, xyxy=(41,878,112,893)
classified-ad: QUESTIONS ANSWERED. Why C. N. Cole is to the front in Painting and Papering! Best of Materials, Honest Workmanship, Reasonable Charges. Try him. Telephone 1532. xyxy=(560,1279,690,1326)
classified-ad: WANTED.—A gardener, one day a week. Ring 1509. xyxy=(560,200,690,222)
repeated-lines: THE FAMOUS ENGLISH THE FAMOUS ENGLISH HUMPHREY BISHOP HUMPHREY BISHOP xyxy=(313,327,388,359)
rates-heading: ADVERTISEMENT RATES. xyxy=(940,14,1098,25)
classified-ad: FOR QUICK SALE.—Boarding house, very low rent; number of boarders, with good returns. Furniture and stores for £200. Apply to The Fairbrothers, Ward Street, Masterton. xyxy=(560,663,690,702)
ad-text: Featuring ED. LOWE & DOLORES COSTELLO xyxy=(25,568,127,584)
ad-text: F. B. GRAY. xyxy=(244,599,279,607)
rates-line: All Advertisements Strictly Cash. xyxy=(16,51,127,61)
ad-sunday-trips xyxy=(148,553,278,614)
classified-ad: MORE solid wear in a North British Garden Hose than any other make. Made best rubber by North British Rubber Co. Ensures years of wear. Rubber all best "North British." xyxy=(560,768,690,807)
ad-heading: NO OTHER INVESTMENT xyxy=(429,733,547,745)
section-heading: LOST AND FOUND. xyxy=(560,411,690,424)
ad-radio xyxy=(423,660,553,729)
classified-ad: DON'T start on that tour until you have filled up with Duckham's New Process Motor Oil and so be free from your car and freedom from worry. xyxy=(697,946,827,985)
ad-heading: BABIES TO-DAY xyxy=(422,897,498,909)
repeated-lines: "THE SET UP." "THE SET UP." "THE SET UP." "THE SET UP." "THE SET UP." "THE SET UP." "THE SET UP." "THE SET UP." xyxy=(191,294,236,359)
ad-text: Can offer so much for so little as a xyxy=(440,746,536,754)
classified-ad: LOST.—On Monday, hood off pram, between Masterton and Carterton. Kindly leave with Mr. Snellgrove, c/o Grey Bus. xyxy=(560,468,690,498)
ad-text: "WILLOW PARK," xyxy=(322,508,379,516)
ad-text: THE PLUNKET ROOMS will now be open EVERY AFTERNOON from 1 o'clock till 4 o'clock (except Saturday) and on WEDNESDAY and SATURDAY MORNINGS from 10 o'clock to noon. xyxy=(422,330,553,371)
ad-text: FEBRUARY 15 and 16, 1927 xyxy=(428,498,548,510)
classified-ad: LOOK AHEAD.—Winter must come; get ready for it. Have that room Papered and make your Winter brighter. See my selection of wallpapers.—C. N. Cole, 19 Wrigley Street. xyxy=(697,549,827,588)
ad-removal-buildings xyxy=(286,1090,416,1241)
classified-ad: PAINTING—and this is the weather for it. Now is the time to save your home from depreciation and decay by getting C. N. Cole to paint it for you. 19 Wrigley Street. Telephone 1532. xyxy=(560,1190,690,1237)
classified-ad: DID IT EVER OCCUR TO YOU that Clerical lenses would suit you? You just look over the top of them when not reading. Consult H. T. Wood, Chemist and Optometrist. xyxy=(697,1435,828,1467)
ad-text: A GENERAL MEETING of the above Society will be held in the St. Matthew's Old School Room, Church Street, on THURSDAY NEXT, the 17th inst., at 8 p.m. All members are requested to attend. Committee Meeting at 7.15 p.m. xyxy=(285,594,416,643)
ad-text: ORDER OF SALE: FIRST DAY—Flock Romneys, Stud Romneys. SECOND DAY—Southdowns, Lincolns, Corriedale, Ryelands. xyxy=(425,607,551,631)
ad-text: The Children's Photographers and Artistic Picture Framers. PERRY STREET, MASTERTON. xyxy=(422,1057,553,1082)
ad-dancing-school xyxy=(11,629,141,684)
